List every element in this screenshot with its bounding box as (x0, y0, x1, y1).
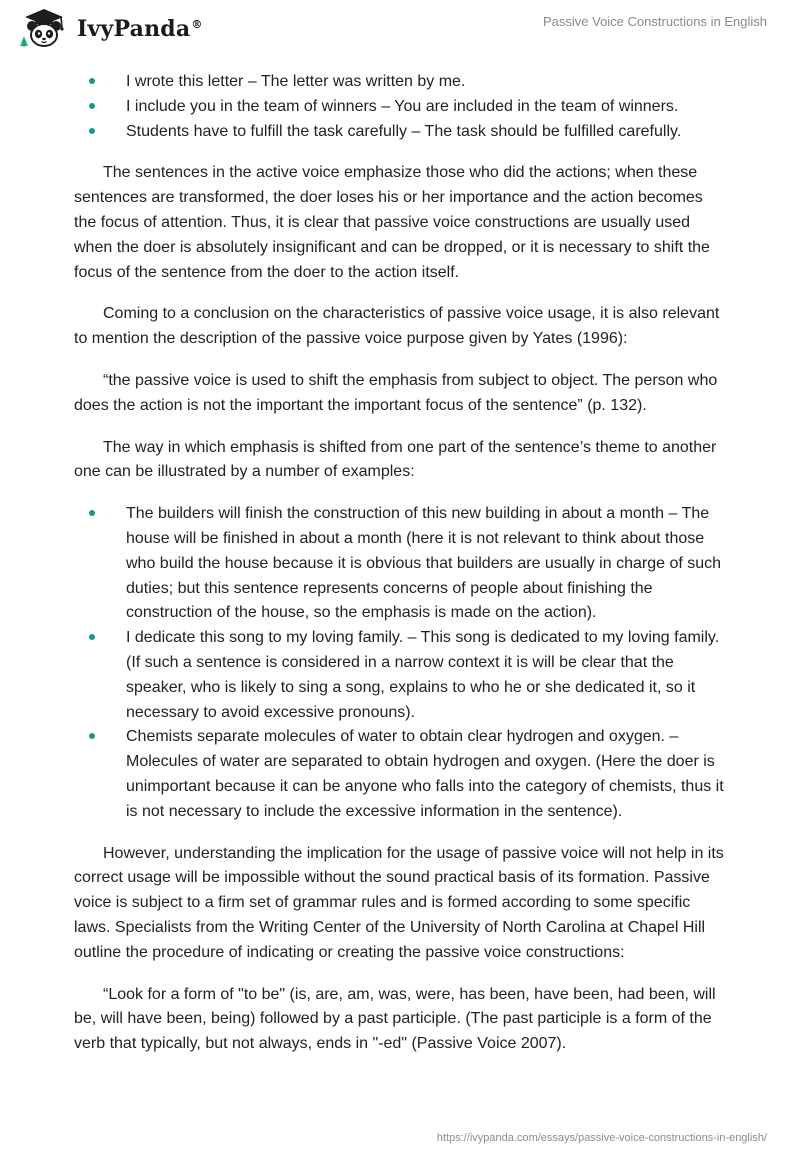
paragraph: However, understanding the implication for the usage of passive voice will not help in its correct usage will be impossible without the sound practical basis of its formation. Passive voice is subject to a firm set of grammar rules and is formed according to some specific laws. Specialists from the Writing Center of the University of North Carolina at Chapel Hill outline the procedure of indicating or creating the passive voice constructions: (74, 844, 724, 961)
block-quote: “Look for a form of "to be" (is, are, am, was, were, has been, have been, had been, will be, will have been, being) followed by a past participle. (The past participle is a form of the verb that typically, but not always, ends in "-ed" (Passive Voice 2007). (74, 985, 716, 1053)
source-url[interactable]: https://ivypanda.com/essays/passive-voice-constructions-in-english/ (436, 1132, 767, 1144)
paragraph: The sentences in the active voice emphasize those who did the actions; when these sentences are transformed, the doer loses his or her importance and the action becomes the focus of attention. Thus, it is clear that passive voice constructions are usually used when the doer is absolutely insignificant and can be dropped, or it is necessary to shift the focus of the sentence from the doer to the action itself. (74, 164, 710, 281)
paragraph: Coming to a conclusion on the characteristics of passive voice usage, it is also relevant to mention the description of the passive voice purpose given by Yates (1996): (74, 305, 720, 348)
essay-body (74, 70, 728, 1057)
list-item: The builders will finish the construction of this new building in about a month – The house will be finished in about a month (here it is not relevant to think about those who build the house because it is obvious that builders are usually in charge of such duties; but this sentence represents concerns of people about finishing the construction of the house, so the emphasis is made on the action). (74, 502, 728, 626)
bullet-icon (89, 103, 95, 109)
ivypanda-logo[interactable] (15, 6, 203, 50)
list-item: I include you in the team of winners – You are included in the team of winners. (74, 95, 728, 120)
bullet-icon (89, 634, 95, 640)
registered-mark: ® (191, 17, 203, 31)
list-item: I wrote this letter – The letter was written by me. (74, 70, 728, 95)
list-item: Chemists separate molecules of water to obtain clear hydrogen and oxygen. – Molecules of water are separated to obtain hydrogen and oxygen. (Here the doer is unimportant because it can be anyone who falls into the category of chemists, thus it is not necessary to include the excessive information in the sentence). (74, 725, 728, 824)
bullet-icon (89, 733, 95, 739)
brand-name: IvyPanda® (77, 16, 203, 42)
panda-mascot-icon (15, 6, 73, 50)
example-list-1 (74, 70, 728, 144)
list-item: Students have to fulfill the task carefully – The task should be fulfilled carefully. (74, 120, 728, 145)
example-list-2 (74, 502, 728, 824)
bullet-icon (89, 128, 95, 134)
bullet-icon (89, 78, 95, 84)
block-quote: “the passive voice is used to shift the emphasis from subject to object. The person who does the action is not the important the important focus of the sentence” (p. 132). (74, 371, 718, 414)
paragraph: The way in which emphasis is shifted from one part of the sentence’s theme to another one can be illustrated by a number of examples: (74, 438, 717, 481)
document-title: Passive Voice Constructions in English (542, 14, 767, 29)
page-header (0, 0, 800, 64)
bullet-icon (89, 510, 95, 516)
list-item: I dedicate this song to my loving family. – This song is dedicated to my loving family. (If such a sentence is considered in a narrow context it is will be clear that the speaker, who is likely to sing a song, explains to who he or she dedicated it, so it necessary to avoid excessive pronouns). (74, 626, 728, 725)
